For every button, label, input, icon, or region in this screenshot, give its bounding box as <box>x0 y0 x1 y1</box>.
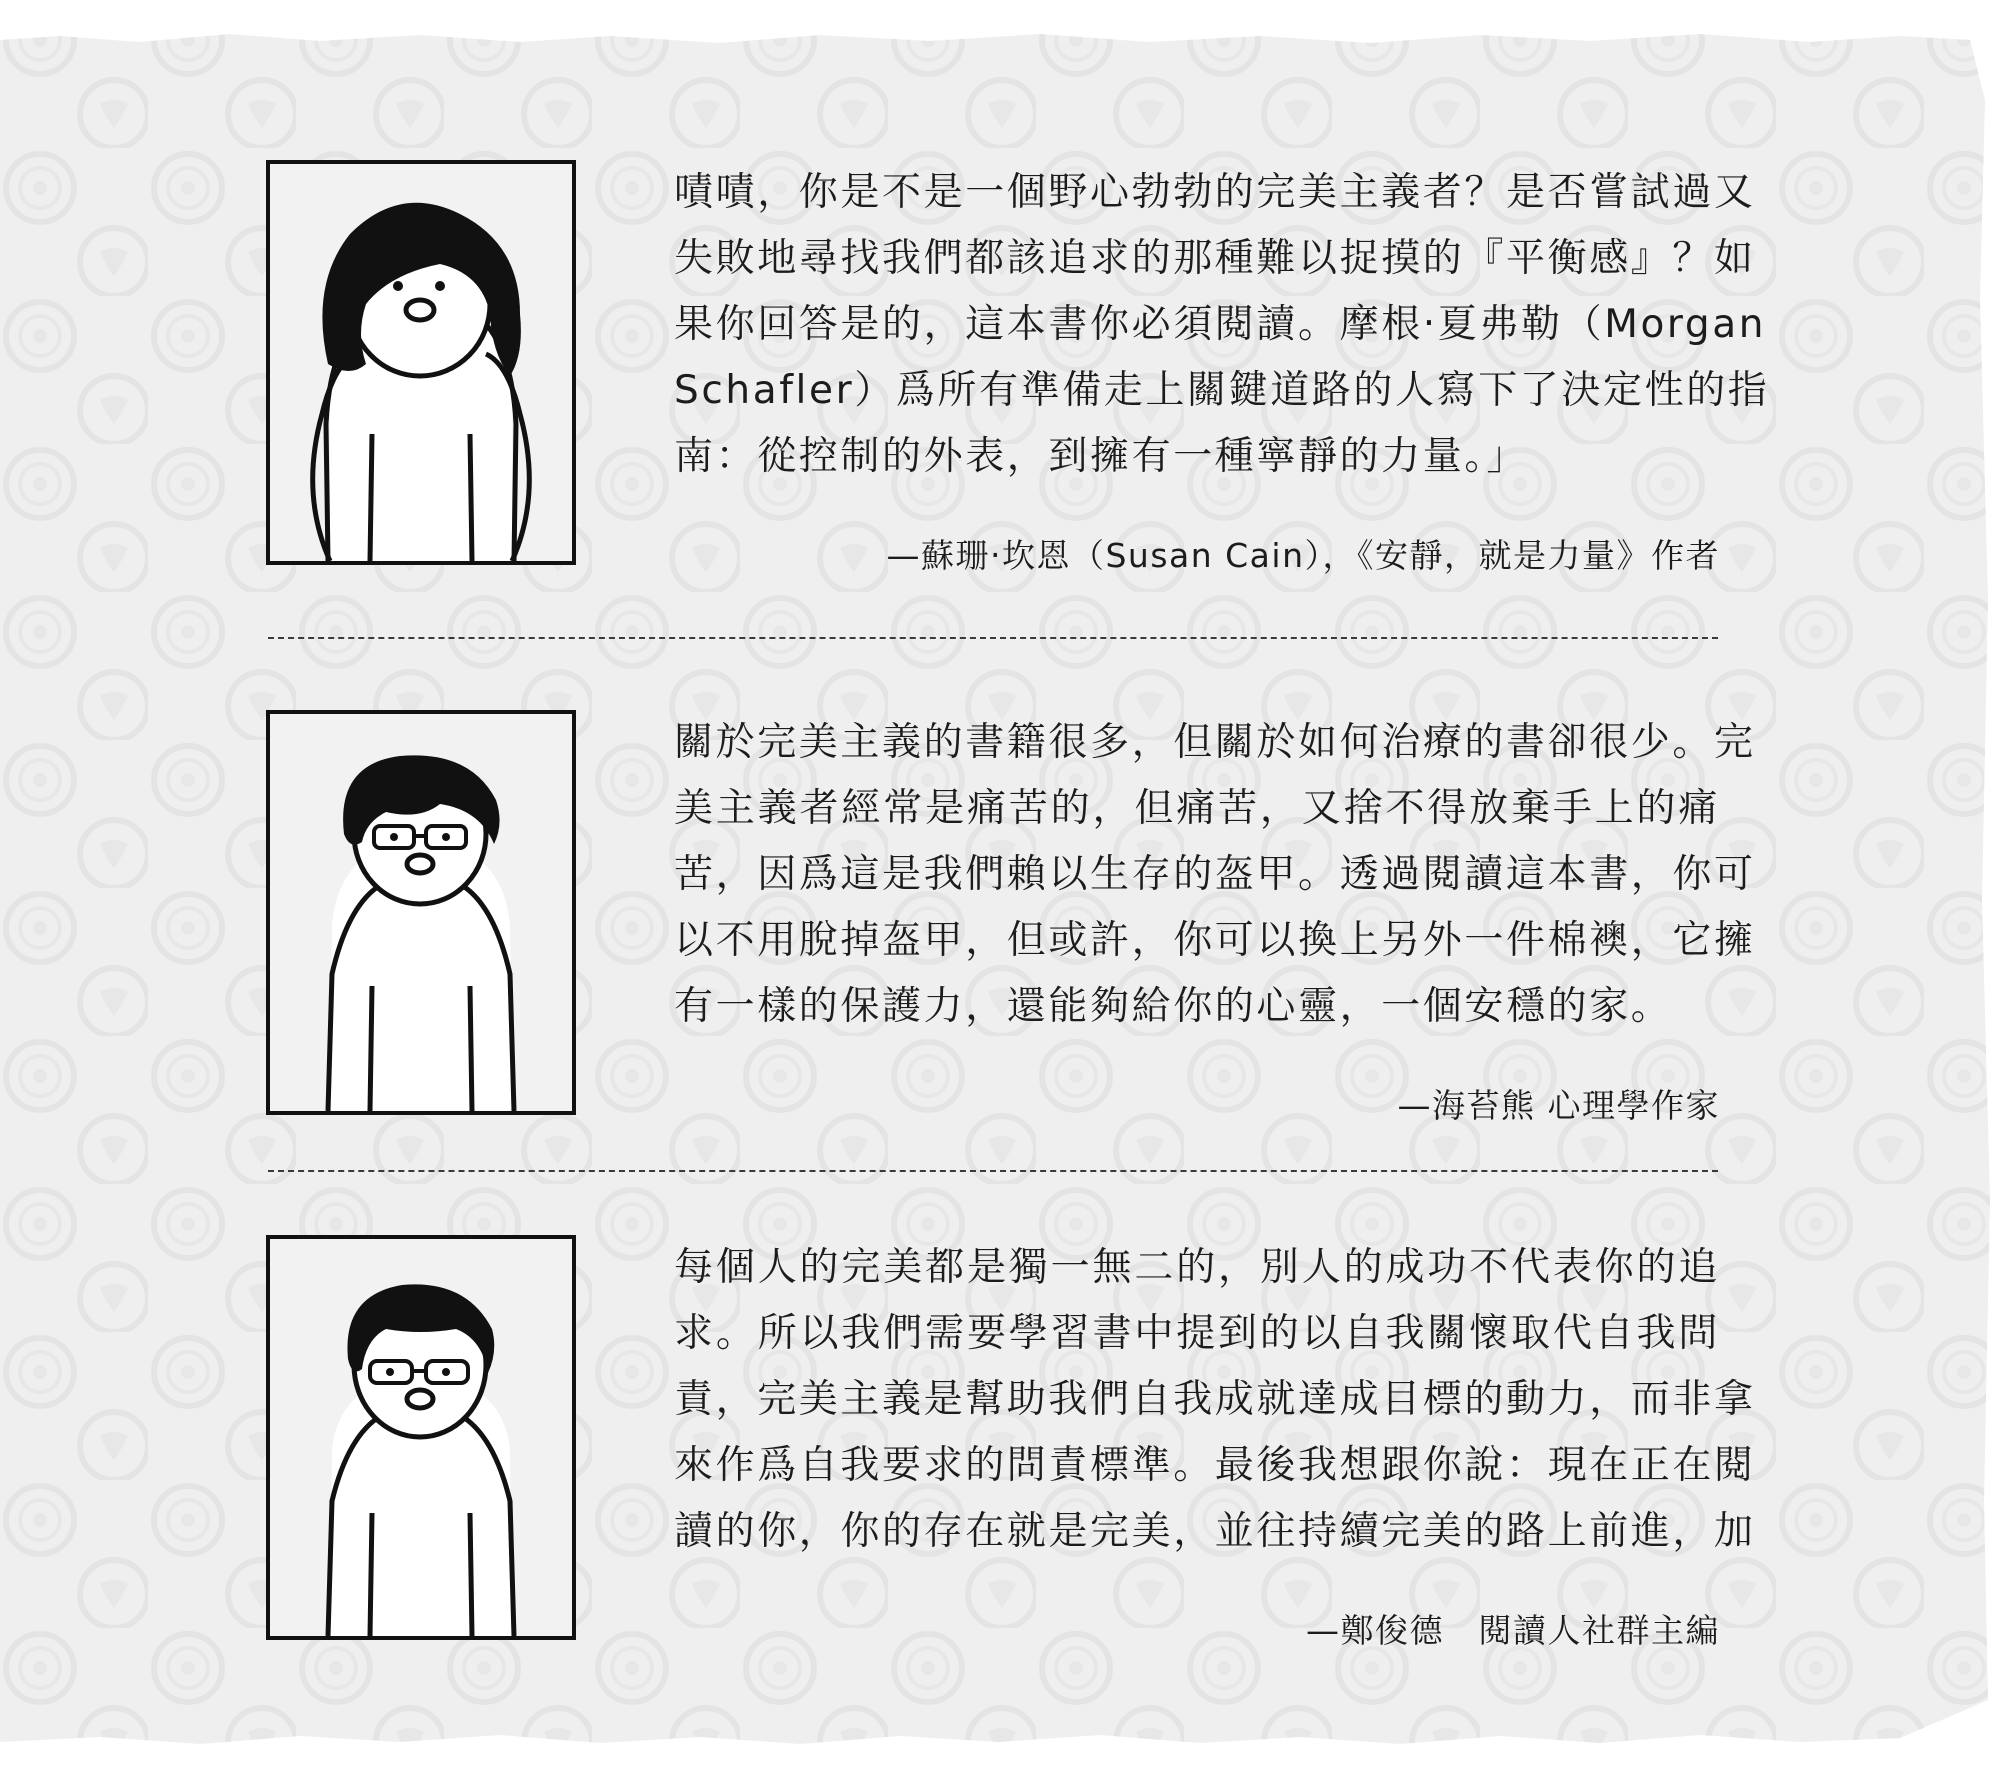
section-divider <box>268 637 1718 639</box>
quote-line: 失敗地尋找我們都該追求的那種難以捉摸的『平衡感』？如 <box>674 236 1756 281</box>
quote-line: Schafler）爲所有準備走上關鍵道路的人寫下了決定性的指 <box>674 368 1770 413</box>
testimonial-2 <box>266 710 1756 1130</box>
testimonial-1 <box>266 160 1770 580</box>
section-divider <box>268 1170 1718 1172</box>
quote-text-2 <box>674 710 1756 1040</box>
quote-line: 嘖嘖，你是不是一個野心勃勃的完美主義者？是否嘗試過又 <box>674 170 1756 215</box>
attribution-2: —海苔熊 心理學作家 <box>1397 1086 1720 1125</box>
quote-line: 有一樣的保護力，還能夠給你的心靈，一個安穩的家。 <box>674 984 1673 1029</box>
woman-long-hair-portrait-icon <box>266 160 576 565</box>
quote-line: 每個人的完美都是獨一無二的，別人的成功不代表你的追 <box>674 1245 1720 1290</box>
man-glasses-portrait-icon <box>266 1235 576 1640</box>
quote-line: 苦，因爲這是我們賴以生存的盔甲。透過閱讀這本書，你可 <box>674 852 1756 897</box>
quote-line: 以不用脫掉盔甲，但或許，你可以換上另外一件棉襖，它擁 <box>674 918 1756 963</box>
attribution-3: —鄭俊德 閱讀人社群主編 <box>1306 1611 1720 1650</box>
quote-line: 美主義者經常是痛苦的，但痛苦，又捨不得放棄手上的痛 <box>674 786 1720 831</box>
quote-line: 南：從控制的外表，到擁有一種寧靜的力量。」 <box>674 434 1529 479</box>
quote-line: 責，完美主義是幫助我們自我成就達成目標的動力，而非拿 <box>674 1377 1756 1422</box>
quote-line: 求。所以我們需要學習書中提到的以自我關懷取代自我問 <box>674 1311 1720 1356</box>
quote-text-1 <box>674 160 1770 490</box>
testimonial-3 <box>266 1235 1756 1655</box>
person-glasses-portrait-icon <box>266 710 576 1115</box>
quote-line: 果你回答是的，這本書你必須閱讀。摩根‧夏弗勒（Morgan <box>674 302 1767 347</box>
quote-text-3 <box>674 1235 1756 1565</box>
quote-line: 讀的你，你的存在就是完美，並往持續完美的路上前進，加 <box>674 1509 1756 1554</box>
attribution-1: —蘇珊‧坎恩（Susan Cain），《安靜，就是力量》作者 <box>886 536 1720 575</box>
quote-line: 來作爲自我要求的問責標準。最後我想跟你說：現在正在閱 <box>674 1443 1756 1488</box>
quote-line: 關於完美主義的書籍很多，但關於如何治療的書卻很少。完 <box>674 720 1756 765</box>
